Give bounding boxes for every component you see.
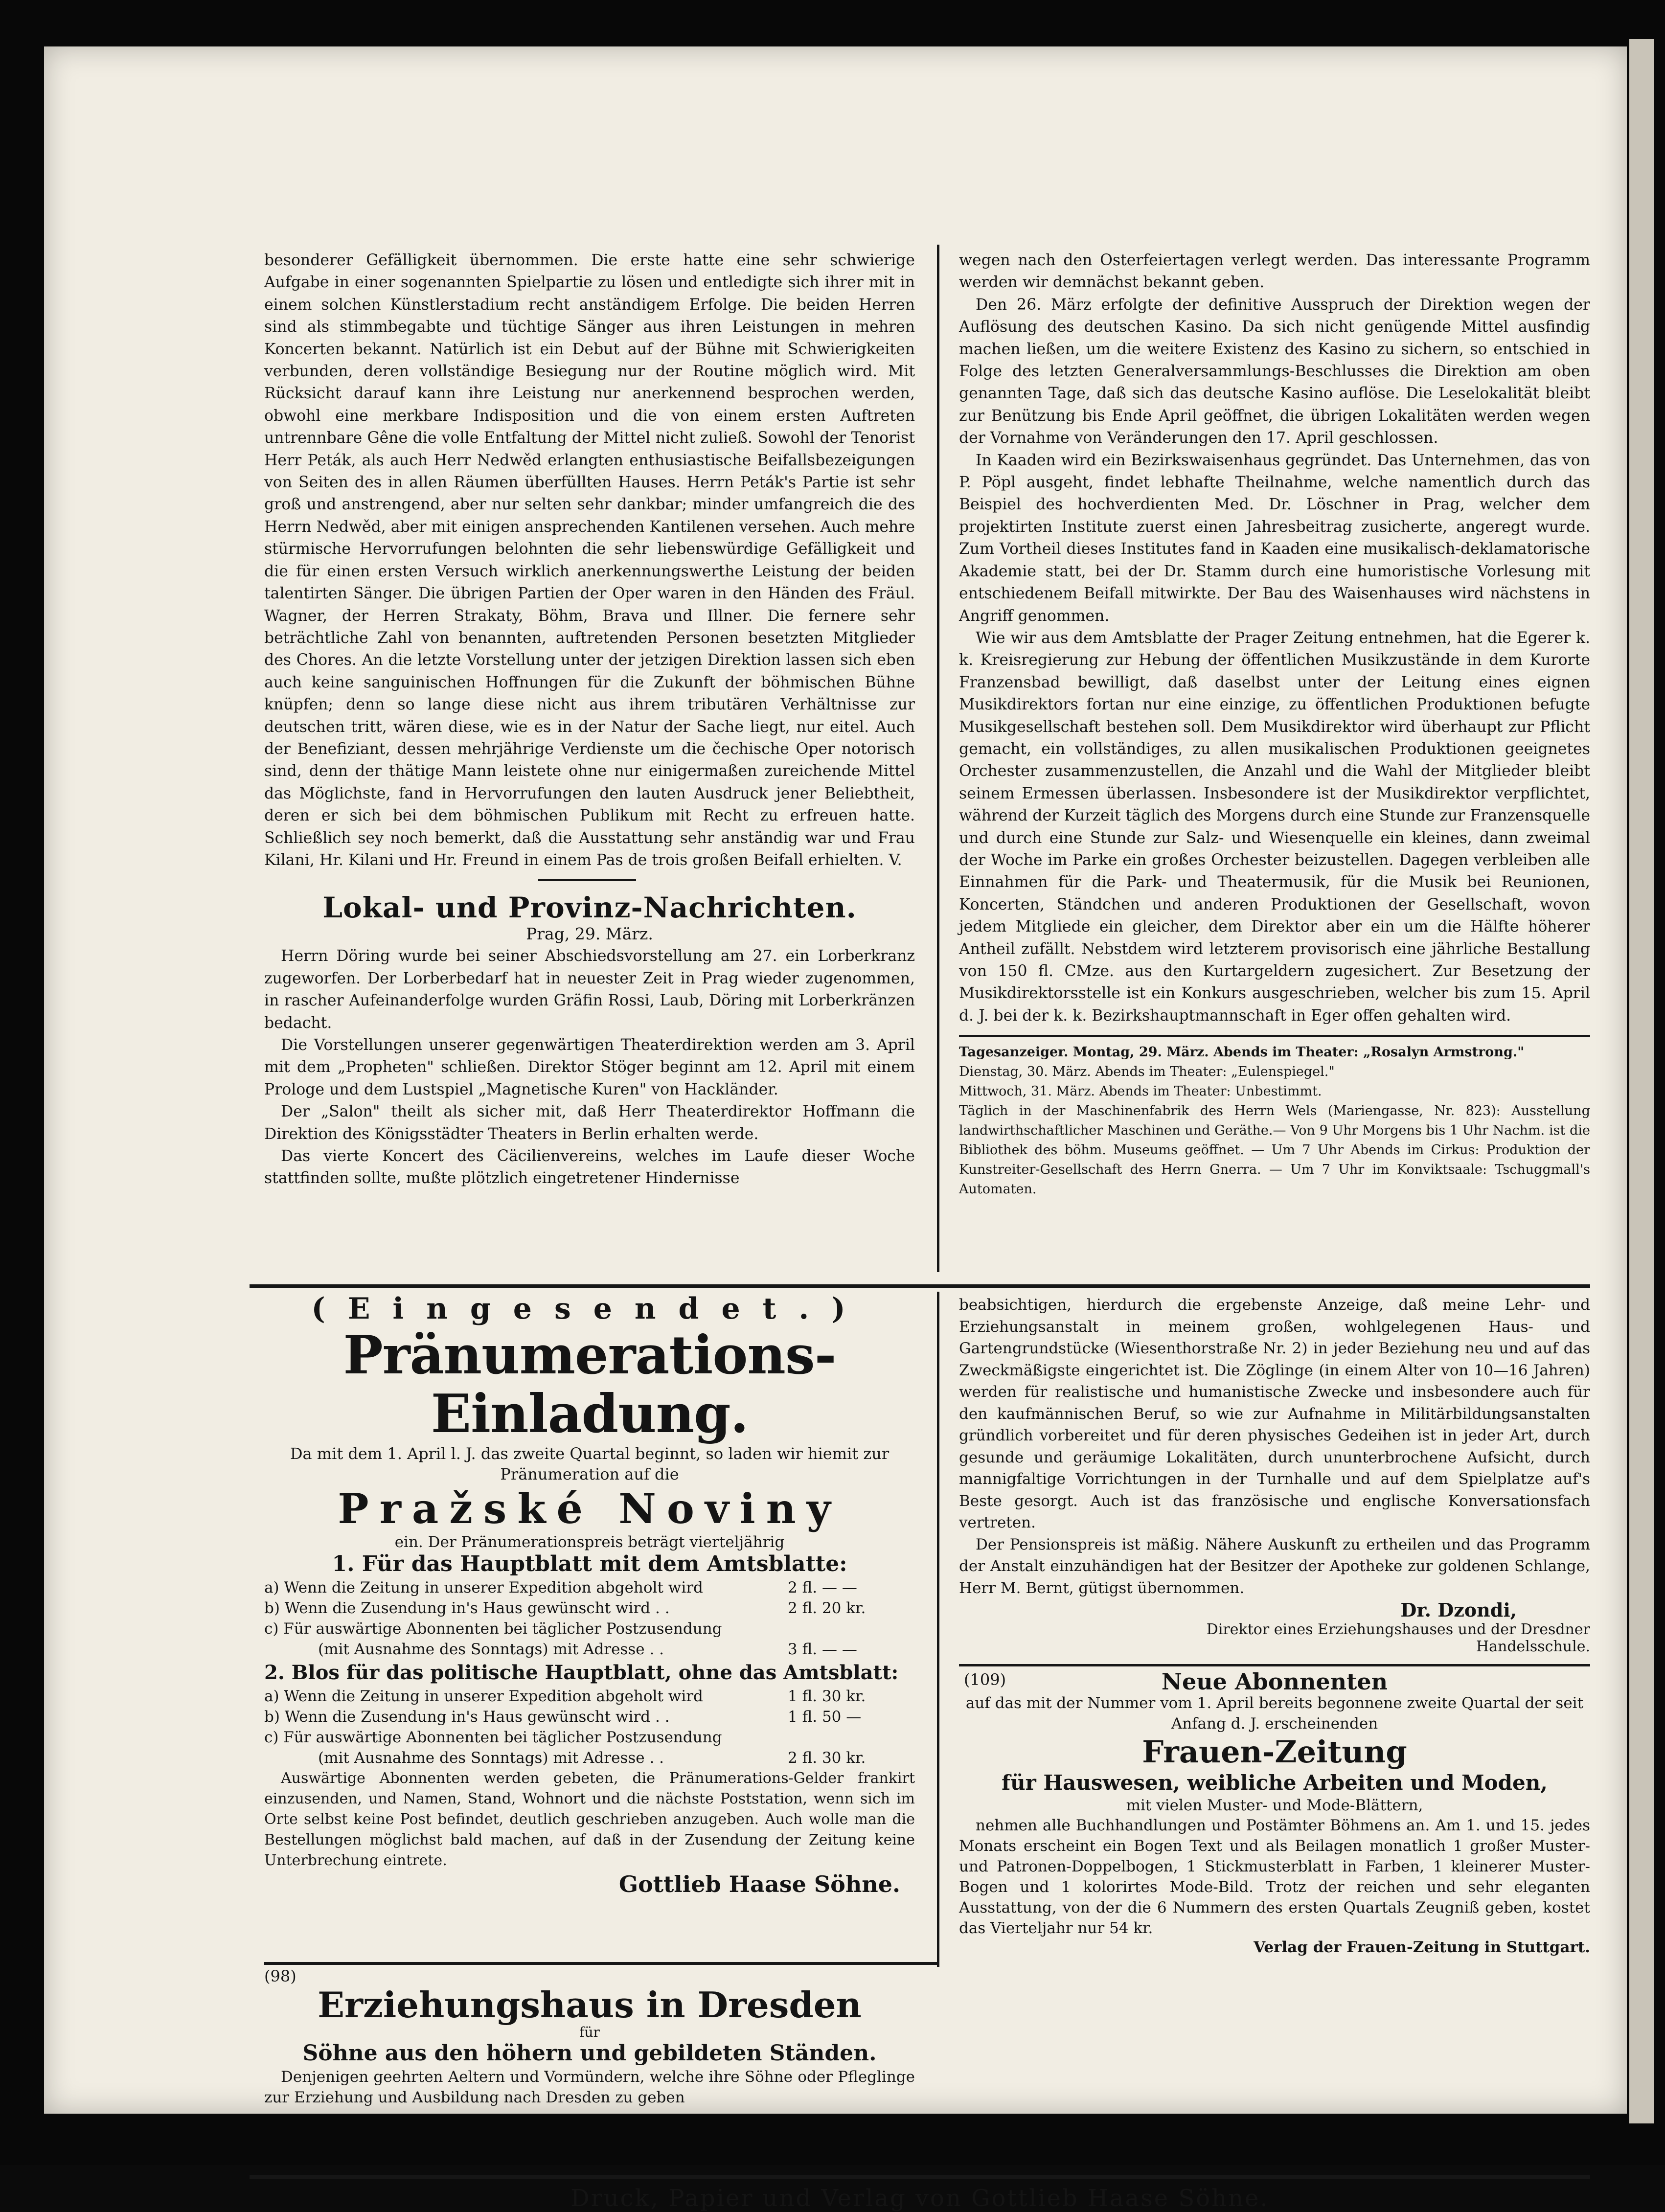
tagesanzeiger xyxy=(959,1043,1590,1199)
news-item: Der „Salon" theilt als sicher mit, daß Herr Theaterdirektor Hoffmann die Direktion des Königsstädter Theaters in Berlin erhalten werde. xyxy=(264,1103,915,1143)
praenumeration-note xyxy=(264,1768,915,1871)
erziehungshaus-text-left xyxy=(264,2067,915,2108)
price-value: 3 fl. — — xyxy=(788,1641,857,1658)
local-news-dateline: Prag, 29. März. xyxy=(526,924,653,944)
page-frame xyxy=(220,245,1595,2212)
left-column xyxy=(264,250,915,1190)
price-label: (mit Ausnahme des Sonntags) mit Adresse . . xyxy=(318,1749,664,1767)
erziehungshaus-text-right xyxy=(959,1294,1590,1599)
price-label: c) Für auswärtige Abonnenten bei täglicher Postzusendung xyxy=(264,1620,722,1638)
praenumeration-intro: Da mit dem 1. April l. J. das zweite Quartal beginnt, so laden wir hiemit zur Pränumeration auf die xyxy=(290,1444,890,1483)
local-news-title: Lokal- und Provinz-Nachrichten. xyxy=(322,891,857,925)
frauen-line1: auf das mit der Nummer vom 1. April bereits begonnene zweite Quartal der seit Anfang d. J. erscheinenden xyxy=(965,1694,1584,1733)
news-item: In Kaaden wird ein Bezirkswaisenhaus gegründet. Das Unternehmen, das von P. Pöpl ausgeht, findet lebhafte Theilnahme, welche namentlich durch das Beispiel des hochverdienten Med. Dr. Löschner in Prag, welcher dem projektirten Institute zuerst einen Jahresbeitrag zusicherte, angeregt wurde. Zum Vortheil dieses Institutes fand in Kaaden eine musikalisch-deklamatorische Akademie statt, bei der Dr. Stamm durch eine humoristische Vorlesung mit entschiedenem Beifall mitwirkte. Der Bau des Waisenhauses wird nächstens in Angriff genommen. xyxy=(959,451,1590,625)
praenumeration-ad xyxy=(264,1292,915,1897)
price-label: b) Wenn die Zusendung in's Haus gewünscht wird . . xyxy=(264,1708,670,1726)
price-section-1: 1. Für das Hauptblatt mit dem Amtsblatte: xyxy=(332,1551,847,1576)
news-item: Herrn Döring wurde bei seiner Abschiedsvorstellung am 27. ein Lorberkranz zugeworfen. Der Lorberbedarf hat in neuester Zeit in Prag wieder zugenommen, in rascher Aufeinanderfolge wurden Gräfin Rossi, Laub, Döring mit Lorberkränzen bedacht. xyxy=(264,947,915,1032)
local-news xyxy=(264,945,915,1189)
erziehungshaus-subtitle: Söhne aus den höhern und gebildeten Ständen. xyxy=(302,2041,877,2066)
frauen-subtitle2: mit vielen Muster- und Mode-Blättern, xyxy=(1126,1797,1423,1814)
erziehungshaus-signature-role: Direktor eines Erziehungshauses und der Dresdner Handelsschule. xyxy=(1206,1621,1590,1655)
price-label: c) Für auswärtige Abonnenten bei täglicher Postzusendung xyxy=(264,1729,722,1746)
price-row xyxy=(264,1577,915,1598)
ad-paragraph: Denjenigen geehrten Aeltern und Vormündern, welche ihre Söhne oder Pfleglinge zur Erziehung und Ausbildung nach Dresden zu geben xyxy=(264,2068,915,2106)
ad-paragraph: beabsichtigen, hierdurch die ergebenste Anzeige, daß meine Lehr- und Erziehungsanstalt in meinem großen, wohlgelegenen Haus- und Gartengrundstücke (Wiesenthorstraße Nr. 2) in jeder Beziehung neu und auf das Zweckmäßigste eingerichtet ist. Die Zöglinge (in einem Alter von 10—16 Jahren) werden für realistische und humanistische Zwecke und insbesondere auch für den kaufmännischen Beruf, so wie zur Aufnahme in Militärbildungsanstalten gründlich vorbereitet und für deren physisches Gedeihen ist in jeder Art, durch gesunde und geräumige Lokalitäten, durch ununterbrochene Aufsicht, durch mannigfaltige Vorrichtungen in der Turnhalle und auf dem Spielplatze auf's Beste gesorgt. Auch ist das französische und englische Konversationsfach vertreten. xyxy=(959,1296,1590,1531)
ad-rule xyxy=(264,1962,937,1965)
price-section-2: 2. Blos für das politische Hauptblatt, ohne das Amtsblatt: xyxy=(264,1661,899,1684)
erziehungshaus-fuer: für xyxy=(579,2024,600,2040)
note-paragraph: Auswärtige Abonnenten werden gebeten, die Pränumerations-Gelder frankirt einzusenden, und Namen, Stand, Wohnort und die nächste Poststation, wenn sich im Orte selbst keine Post befindet, deutlich geschrieben anzugeben. Auch wolle man die Bestellungen möglichst bald machen, auf daß in der Zusendung der Zeitung keine Unterbrechung eintrete. xyxy=(264,1770,915,1869)
paper-name: Pražské Noviny xyxy=(338,1484,842,1533)
erziehungshaus-title: Erziehungshaus in Dresden xyxy=(318,1984,862,2026)
footer-rule xyxy=(250,2175,1590,2179)
news-item: wegen nach den Osterfeiertagen verlegt werden. Das interessante Programm werden wir demnächst bekannt geben. xyxy=(959,251,1590,292)
short-rule xyxy=(538,879,636,881)
frauen-title: Neue Abonnenten xyxy=(1161,1668,1388,1695)
praenumeration-signature: Gottlieb Haase Söhne. xyxy=(618,1871,900,1897)
right-column xyxy=(959,250,1590,1199)
ad-paragraph: Der Pensionspreis ist mäßig. Nähere Auskunft zu ertheilen und das Programm der Anstalt einzuhändigen hat der Besitzer der Apotheke zur goldenen Schlange, Herr M. Bernt, gütigst übernommen. xyxy=(959,1535,1590,1597)
price-value xyxy=(788,1619,915,1639)
frauen-text xyxy=(959,1815,1590,1938)
frauen-publisher: Verlag der Frauen-Zeitung in Stuttgart. xyxy=(1254,1938,1590,1956)
praenumeration-title: Pränumerations-Einladung. xyxy=(343,1324,836,1445)
price-value: 2 fl. — — xyxy=(788,1579,857,1596)
price-row xyxy=(264,1598,915,1619)
news-item: Den 26. März erfolgte der definitive Ausspruch der Direktion wegen der Auflösung des deutschen Kasino. Da sich nicht genügende Mittel ausfindig machen ließen, um die weitere Existenz des Kasino zu sichern, so entschied in Folge des letzten Generalversammlungs-Beschlusses die Direktion am oben genannten Tage, daß sich das deutsche Kasino auflöse. Die Leselokalität bleibt zur Benützung bis Ende April geöffnet, die übrigen Lokalitäten werden wegen der Vornahme von Veränderungen den 17. April geschlossen. xyxy=(959,296,1590,447)
next-page-edge xyxy=(1629,39,1654,2123)
frauen-header-row xyxy=(959,1670,1590,1693)
price-row xyxy=(264,1748,915,1768)
price-value xyxy=(788,1727,915,1748)
tagesanzeiger-line: Täglich in der Maschinenfabrik des Herrn Wels (Mariengasse, Nr. 823): Ausstellung landwirthschaftlicher Maschinen und Geräthe.— Von 9 Uhr Morgens bis 1 Uhr Nachm. ist die Bibliothek des böhm. Museums geöffnet. — Um 7 Uhr Abends im Cirkus: Produktion der Kunstreiter-Gesellschaft des Herrn Gnerra. — Um 7 Uhr im Konviktsaale: Tschuggmall's Automaten. xyxy=(959,1103,1590,1197)
column-divider xyxy=(937,1292,939,1967)
price-value: 2 fl. 20 kr. xyxy=(788,1599,866,1617)
price-label: a) Wenn die Zeitung in unserer Expedition abgeholt wird xyxy=(264,1579,703,1596)
price-row xyxy=(264,1707,915,1727)
price-row xyxy=(264,1639,915,1660)
right-lower-column xyxy=(959,1294,1590,1956)
price-value: 1 fl. 30 kr. xyxy=(788,1688,866,1705)
newspaper-page xyxy=(44,46,1627,2212)
price-intro: ein. Der Pränumerationspreis beträgt vierteljährig xyxy=(394,1533,785,1551)
frauen-paper-name: Frauen-Zeitung xyxy=(1142,1734,1407,1770)
tagesanzeiger-line: Dienstag, 30. März. Abends im Theater: „Eulenspiegel." xyxy=(959,1064,1335,1080)
price-label: (mit Ausnahme des Sonntags) mit Adresse . . xyxy=(318,1641,664,1658)
price-row xyxy=(264,1619,915,1639)
price-row xyxy=(264,1686,915,1707)
price-label: b) Wenn die Zusendung in's Haus gewünscht wird . . xyxy=(264,1599,670,1617)
imprint: Druck, Papier und Verlag von Gottlieb Haase Söhne. xyxy=(570,2185,1269,2212)
ad-number: (98) xyxy=(264,1967,297,1985)
right-news xyxy=(959,250,1590,1027)
price-value: 1 fl. 50 — xyxy=(788,1708,862,1726)
tagesanzeiger-line: Tagesanzeiger. Montag, 29. März. Abends im Theater: „Rosalyn Armstrong." xyxy=(959,1045,1525,1060)
rule xyxy=(959,1035,1590,1037)
price-row xyxy=(264,1727,915,1748)
news-item: Wie wir aus dem Amtsblatte der Prager Zeitung entnehmen, hat die Egerer k. k. Kreisregierung zur Hebung der öffentlichen Musikzustände in dem Kurorte Franzensbad bewilligt, daß daselbst unter der Leitung eines eignen Musikdirektors fortan nur eine einzige, zu öffentlichen Produktionen befugte Musikgesellschaft bestehen soll. Dem Musikdirektor wird überhaupt zur Pflicht gemacht, ein vollständiges, zu allen musikalischen Produktionen geeignetes Orchester zusammenzustellen, die Anzahl und die Wahl der Mitglieder bleibt seinem Ermessen überlassen. Insbesondere ist der Musikdirektor verpflichtet, während der Kurzeit täglich des Morgens durch eine Stunde zur Franzensquelle und durch eine Stunde zur Salz- und Wiesenquelle ein kleines, dann zweimal der Woche im Parke ein großes Orchester beizustellen. Dagegen verbleiben alle Einnahmen für die Park- und Theatermusik, für die Musik bei Reunionen, Koncerten, Ständchen und anderen Produktionen der Gesellschaft, wovon jedem Mitgliede ein gleicher, dem Direktor aber ein um die Hälfte höherer Antheil zufällt. Nebstdem wird letzterem provisorisch eine jährliche Bestallung von 150 fl. CMze. aus den Kurtargeldern zugesichert. Zur Besetzung der Musikdirektorsstelle ist ein Konkurs ausgeschrieben, welcher bis zum 15. April d. J. bei der k. k. Bezirkshauptmannschaft in Eger offen gehalten wird. xyxy=(959,629,1590,1025)
column-divider xyxy=(937,245,939,1272)
ad-paragraph: nehmen alle Buchhandlungen und Postämter Böhmens an. Am 1. und 15. jedes Monats erscheint ein Bogen Text und als Beilagen monatlich 1 großer Muster- und Patronen-Doppelbogen, 1 Stickmusterblatt in Farben, 1 kleinerer Muster-Bogen und 1 kolorirtes Mode-Bild. Trotz der reichen und sehr eleganten Ausstattung, von der die 6 Nummern des ersten Quartals Zeugniß geben, kostet das Vierteljahr nur 54 kr. xyxy=(959,1817,1590,1937)
news-item: Die Vorstellungen unserer gegenwärtigen Theaterdirektion werden am 3. April mit dem „Propheten" schließen. Direktor Stöger beginnt am 12. April mit einem Prologe und dem Lustspiel „Magnetische Kuren" von Hackländer. xyxy=(264,1036,915,1098)
tagesanzeiger-line: Mittwoch, 31. März. Abends im Theater: Unbestimmt. xyxy=(959,1084,1322,1099)
theatre-review xyxy=(264,250,915,871)
price-value: 2 fl. 30 kr. xyxy=(788,1749,866,1767)
ad-rule xyxy=(959,1664,1590,1666)
erziehungshaus-signature: Dr. Dzondi, xyxy=(1400,1599,1517,1621)
ad-number: (109) xyxy=(964,1670,1006,1689)
erziehungshaus-ad xyxy=(264,1967,915,2108)
news-item: Das vierte Koncert des Cäcilienvereins, welches im Laufe dieser Woche stattfinden sollte, mußte plötzlich eingetretener Hindernisse xyxy=(264,1147,915,1187)
frauen-subtitle: für Hauswesen, weibliche Arbeiten und Moden, xyxy=(1002,1771,1548,1795)
review-paragraph: besonderer Gefälligkeit übernommen. Die erste hatte eine sehr schwierige Aufgabe in einer sogenannten Spielpartie zu lösen und entledigte sich ihrer mit in einem solchen Künstlerstadium recht anständigem Erfolge. Die beiden Herren sind als stimmbegabte und tüchtige Sänger aus ihren Leistungen in mehren Koncerten bekannt. Natürlich ist ein Debut auf der Bühne mit Schwierigkeiten verbunden, deren vollständige Besiegung nur der Routine möglich wird. Mit Rücksicht darauf kann ihre Leistung nur anerkennend besprochen werden, obwohl eine merkbare Indisposition und die von einem ersten Auftreten untrennbare Gêne die volle Entfaltung der Mittel nicht zuließ. Sowohl der Tenorist Herr Peták, als auch Herr Nedwěd erlangten enthusiastische Beifallsbezeigungen von Seiten des in allen Räumen überfüllten Hauses. Herrn Peták's Partie ist sehr groß und anstrengend, aber nur selten sehr dankbar; minder umfangreich die des Herrn Nedwěd, aber mit einigen ansprechenden Kantilenen versehen. Auch mehre stürmische Hervorrufungen belohnten die sehr liebenswürdige Gefälligkeit und die für einen ersten Versuch wirklich anerkennungswerthe Leistung der beiden talentirten Sänger. Die übrigen Partien der Oper waren in den Händen des Fräul. Wagner, der Herren Strakaty, Böhm, Brava und Illner. Die fernere sehr beträchtliche Zahl von benannten, auftretenden Personen besetzten Mitglieder des Chores. An die letzte Vorstellung unter der jetzigen Direktion lassen sich eben auch keine sanguinischen Hoffnungen für die Zukunft der böhmischen Bühne knüpfen; denn so lange diese nicht aus ihrem tributären Verhältnisse zur deutschen tritt, wären diese, wie es in der Natur der Sache liegt, nur eitel. Auch der Benefiziant, dessen mehrjährige Verdienste um die čechische Oper notorisch sind, denn der thätige Mann leistete ohne nur einigermaßen zureichende Mittel das Möglichste, fand in Hervorrufungen den lauten Ausdruck jener Beliebtheit, deren er sich bei dem böhmischen Publikum mit Recht zu erfreuen hatte. Schließlich sey noch bemerkt, daß die Ausstattung sehr anständig war und Frau Kilani, Hr. Kilani und Hr. Freund in einem Pas de trois großen Beifall erhielten. V. xyxy=(264,251,915,869)
section-rule xyxy=(250,1284,1590,1288)
eingesendet-heading: (Eingesendet.) xyxy=(311,1292,868,1326)
price-label: a) Wenn die Zeitung in unserer Expedition abgeholt wird xyxy=(264,1688,703,1705)
